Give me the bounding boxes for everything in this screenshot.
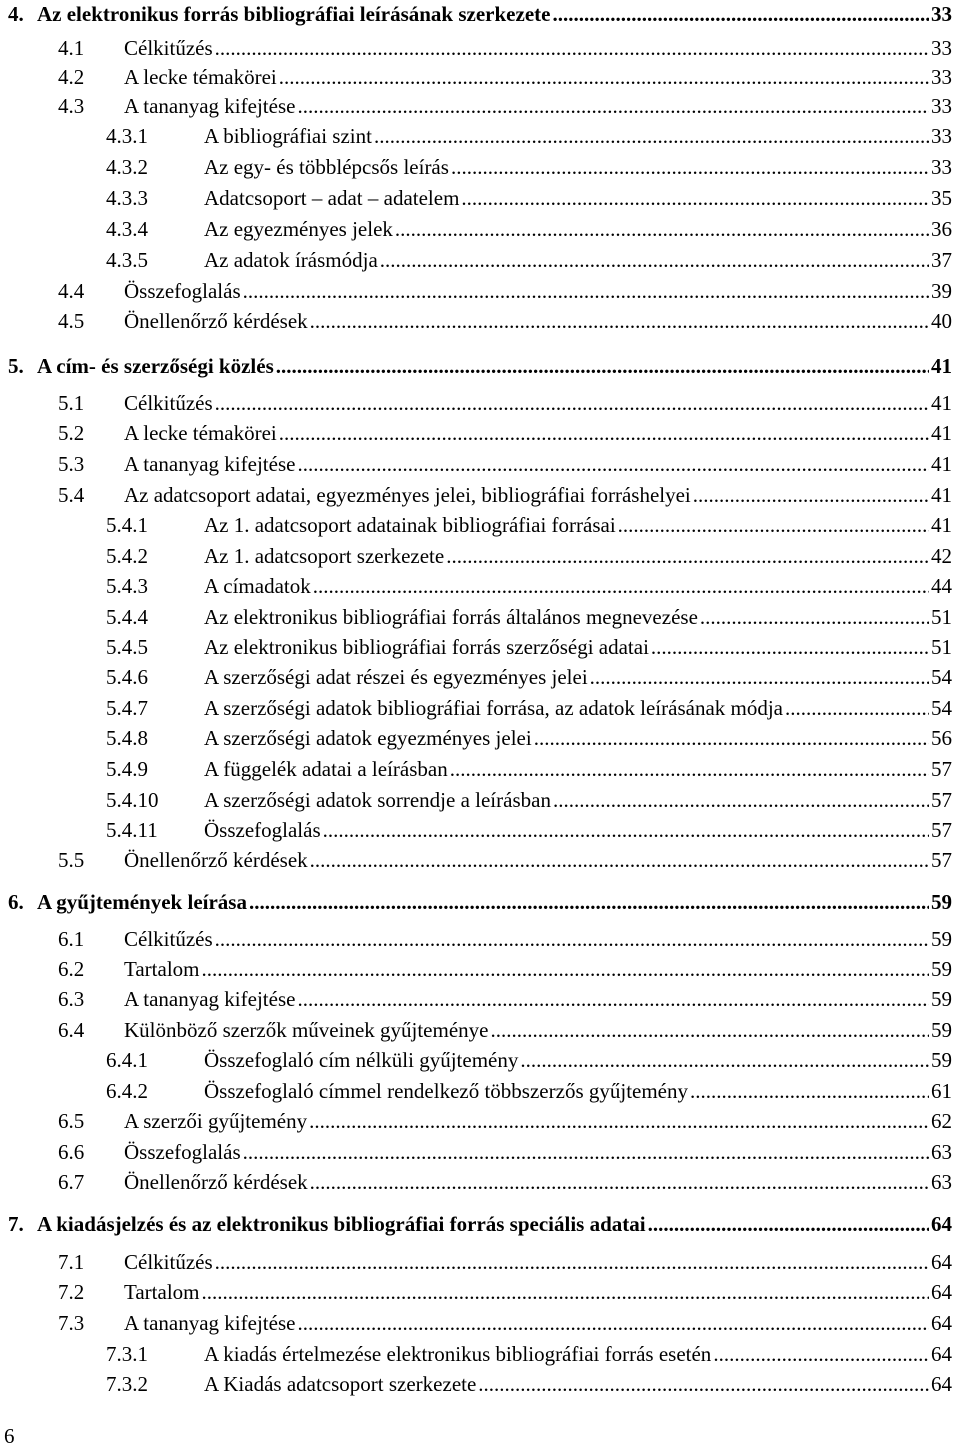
toc-entry-page: 59 bbox=[931, 1048, 952, 1072]
toc-entry[interactable] bbox=[58, 1309, 952, 1337]
toc-dot-leader bbox=[446, 542, 929, 570]
toc-entry-page: 57 bbox=[931, 788, 952, 812]
toc-entry-number: 5.4.4 bbox=[106, 605, 148, 629]
toc-entry[interactable] bbox=[58, 846, 952, 874]
toc-dot-leader bbox=[243, 1138, 929, 1166]
toc-entry-number: 7. bbox=[8, 1212, 24, 1236]
toc-entry[interactable] bbox=[106, 694, 952, 722]
toc-entry[interactable] bbox=[106, 122, 952, 150]
toc-entry-page: 40 bbox=[931, 309, 952, 333]
toc-dot-leader bbox=[215, 925, 929, 953]
toc-entry-number: 5.4.3 bbox=[106, 574, 148, 598]
toc-entry-title: A lecke témakörei bbox=[124, 65, 277, 89]
toc-dot-leader bbox=[450, 755, 929, 783]
toc-entry-page: 64 bbox=[931, 1250, 952, 1274]
toc-entry[interactable] bbox=[58, 34, 952, 62]
toc-entry-page: 37 bbox=[931, 248, 952, 272]
toc-entry[interactable] bbox=[106, 511, 952, 539]
toc-dot-leader bbox=[313, 572, 929, 600]
toc-entry-number: 5. bbox=[8, 354, 24, 378]
toc-dot-leader bbox=[249, 888, 929, 916]
toc-entry-page: 61 bbox=[931, 1079, 952, 1103]
toc-entry-title: Az adatcsoport adatai, egyezményes jelei, bibliográfiai forráshelyei bbox=[124, 483, 691, 507]
toc-dot-leader bbox=[215, 389, 929, 417]
toc-entry-number: 4.3.1 bbox=[106, 124, 148, 148]
toc-entry[interactable] bbox=[58, 985, 952, 1013]
toc-entry-title: A szerzőségi adat részei és egyezményes jelei bbox=[204, 665, 588, 689]
toc-entry-number: 4.1 bbox=[58, 36, 85, 60]
toc-entry-title: A szerzőségi adatok egyezményes jelei bbox=[204, 726, 532, 750]
toc-dot-leader bbox=[478, 1370, 929, 1398]
toc-entry[interactable] bbox=[106, 215, 952, 243]
toc-dot-leader bbox=[279, 63, 929, 91]
toc-entry-title: A tananyag kifejtése bbox=[124, 94, 296, 118]
toc-entry[interactable] bbox=[106, 633, 952, 661]
toc-entry-page: 41 bbox=[931, 483, 952, 507]
toc-entry[interactable] bbox=[8, 888, 952, 916]
toc-entry[interactable] bbox=[106, 184, 952, 212]
toc-entry[interactable] bbox=[58, 1248, 952, 1276]
toc-entry-page: 41 bbox=[931, 391, 952, 415]
toc-dot-leader bbox=[700, 603, 929, 631]
toc-entry-page: 59 bbox=[931, 987, 952, 1011]
toc-entry[interactable] bbox=[58, 1016, 952, 1044]
toc-entry-title: A lecke témakörei bbox=[124, 421, 277, 445]
toc-entry-number: 6.4.1 bbox=[106, 1048, 148, 1072]
toc-entry[interactable] bbox=[58, 1168, 952, 1196]
toc-dot-leader bbox=[690, 1077, 929, 1105]
toc-entry-number: 6.4.2 bbox=[106, 1079, 148, 1103]
toc-entry-title: Tartalom bbox=[124, 1280, 200, 1304]
toc-dot-leader bbox=[276, 352, 929, 380]
toc-dot-leader bbox=[202, 1278, 930, 1306]
toc-entry-number: 4.3 bbox=[58, 94, 85, 118]
toc-entry-number: 6.2 bbox=[58, 957, 85, 981]
toc-entry-page: 64 bbox=[931, 1212, 952, 1236]
toc-entry-number: 6.3 bbox=[58, 987, 85, 1011]
toc-entry[interactable] bbox=[106, 755, 952, 783]
toc-entry-number: 6.6 bbox=[58, 1140, 85, 1164]
toc-entry[interactable] bbox=[106, 816, 952, 844]
toc-entry-title: A bibliográfiai szint bbox=[204, 124, 372, 148]
toc-entry-number: 7.3.2 bbox=[106, 1372, 148, 1396]
toc-entry-number: 4.4 bbox=[58, 279, 85, 303]
toc-entry[interactable] bbox=[58, 1138, 952, 1166]
toc-entry-number: 4.3.3 bbox=[106, 186, 148, 210]
toc-dot-leader bbox=[374, 122, 929, 150]
toc-entry-number: 5.4.11 bbox=[106, 818, 158, 842]
toc-entry-page: 57 bbox=[931, 818, 952, 842]
toc-dot-leader bbox=[310, 307, 929, 335]
toc-entry[interactable] bbox=[106, 542, 952, 570]
toc-dot-leader bbox=[215, 34, 929, 62]
toc-entry-number: 5.4.10 bbox=[106, 788, 159, 812]
toc-entry-number: 6.7 bbox=[58, 1170, 85, 1194]
toc-entry[interactable] bbox=[106, 724, 952, 752]
toc-entry-page: 57 bbox=[931, 757, 952, 781]
toc-entry-title: Célkitűzés bbox=[124, 1250, 213, 1274]
toc-entry[interactable] bbox=[8, 1210, 952, 1238]
toc-entry[interactable] bbox=[58, 955, 952, 983]
toc-entry-number: 4.3.4 bbox=[106, 217, 148, 241]
toc-entry-title: A függelék adatai a leírásban bbox=[204, 757, 448, 781]
toc-entry-number: 4.5 bbox=[58, 309, 85, 333]
toc-entry-title: Önellenőrző kérdések bbox=[124, 848, 308, 872]
toc-dot-leader bbox=[693, 481, 929, 509]
toc-dot-leader bbox=[590, 663, 929, 691]
toc-entry[interactable] bbox=[58, 481, 952, 509]
toc-entry-title: Összefoglalás bbox=[204, 818, 321, 842]
toc-entry-page: 64 bbox=[931, 1342, 952, 1366]
toc-entry[interactable] bbox=[8, 352, 952, 380]
toc-entry-page: 54 bbox=[931, 665, 952, 689]
toc-entry-number: 6.4 bbox=[58, 1018, 85, 1042]
toc-entry-title: Az elektronikus forrás bibliográfiai leírásának szerkezete bbox=[37, 2, 551, 26]
toc-dot-leader bbox=[520, 1046, 929, 1074]
toc-entry-title: Különböző szerzők műveinek gyűjteménye bbox=[124, 1018, 489, 1042]
toc-entry-page: 56 bbox=[931, 726, 952, 750]
toc-entry-page: 36 bbox=[931, 217, 952, 241]
toc-dot-leader bbox=[380, 246, 929, 274]
toc-entry-title: Az elektronikus bibliográfiai forrás szerzőségi adatai bbox=[204, 635, 649, 659]
toc-entry-page: 41 bbox=[931, 354, 952, 378]
toc-entry-number: 7.1 bbox=[58, 1250, 85, 1274]
toc-entry-number: 5.4.2 bbox=[106, 544, 148, 568]
toc-entry[interactable] bbox=[58, 925, 952, 953]
toc-entry-title: Összefoglaló cím nélküli gyűjtemény bbox=[204, 1048, 519, 1072]
toc-entry[interactable] bbox=[106, 572, 952, 600]
toc-dot-leader bbox=[552, 0, 929, 28]
toc-entry[interactable] bbox=[106, 153, 952, 181]
toc-entry-title: A tananyag kifejtése bbox=[124, 987, 296, 1011]
toc-entry-number: 5.4.9 bbox=[106, 757, 148, 781]
toc-entry[interactable] bbox=[58, 63, 952, 91]
toc-entry[interactable] bbox=[106, 1370, 952, 1398]
toc-entry-title: Célkitűzés bbox=[124, 927, 213, 951]
toc-entry-number: 5.1 bbox=[58, 391, 85, 415]
toc-entry[interactable] bbox=[106, 1046, 952, 1074]
toc-entry[interactable] bbox=[58, 92, 952, 120]
toc-entry-page: 62 bbox=[931, 1109, 952, 1133]
toc-entry-page: 63 bbox=[931, 1170, 952, 1194]
toc-entry-title: A tananyag kifejtése bbox=[124, 452, 296, 476]
toc-dot-leader bbox=[651, 633, 929, 661]
toc-entry-page: 41 bbox=[931, 513, 952, 537]
toc-entry[interactable] bbox=[106, 786, 952, 814]
toc-entry-title: Az 1. adatcsoport adatainak bibliográfiai forrásai bbox=[204, 513, 616, 537]
toc-entry-page: 59 bbox=[931, 890, 952, 914]
toc-dot-leader bbox=[310, 1168, 929, 1196]
toc-entry-title: Összefoglaló címmel rendelkező többszerzős gyűjtemény bbox=[204, 1079, 689, 1103]
toc-entry-page: 35 bbox=[931, 186, 952, 210]
toc-entry-title: Az elektronikus bibliográfiai forrás általános megnevezése bbox=[204, 605, 698, 629]
toc-dot-leader bbox=[297, 450, 929, 478]
toc-entry-page: 41 bbox=[931, 452, 952, 476]
toc-entry-page: 33 bbox=[931, 65, 952, 89]
toc-entry-page: 64 bbox=[931, 1280, 952, 1304]
toc-entry-title: A gyűjtemények leírása bbox=[37, 890, 247, 914]
toc-entry[interactable] bbox=[58, 450, 952, 478]
toc-entry-title: A kiadás értelmezése elektronikus bibliográfiai forrás esetén bbox=[204, 1342, 712, 1366]
toc-entry-page: 51 bbox=[931, 635, 952, 659]
toc-entry-title: A tananyag kifejtése bbox=[124, 1311, 296, 1335]
toc-entry[interactable] bbox=[58, 419, 952, 447]
toc-dot-leader bbox=[243, 277, 929, 305]
toc-entry-title: Célkitűzés bbox=[124, 391, 213, 415]
toc-entry[interactable] bbox=[58, 389, 952, 417]
toc-entry[interactable] bbox=[58, 307, 952, 335]
toc-entry[interactable] bbox=[58, 1107, 952, 1135]
toc-entry-title: Az egy- és többlépcsős leírás bbox=[204, 155, 449, 179]
toc-entry-title: Az adatok írásmódja bbox=[204, 248, 378, 272]
toc-entry-page: 39 bbox=[931, 279, 952, 303]
toc-dot-leader bbox=[202, 955, 930, 983]
toc-entry-title: Önellenőrző kérdések bbox=[124, 1170, 308, 1194]
toc-entry[interactable] bbox=[58, 277, 952, 305]
toc-entry-title: A Kiadás adatcsoport szerkezete bbox=[204, 1372, 477, 1396]
toc-entry-page: 33 bbox=[931, 2, 952, 26]
toc-entry-page: 41 bbox=[931, 421, 952, 445]
toc-entry-title: Összefoglalás bbox=[124, 279, 241, 303]
toc-dot-leader bbox=[648, 1210, 929, 1238]
toc-entry-title: Adatcsoport – adat – adatelem bbox=[204, 186, 460, 210]
toc-entry-number: 5.4.8 bbox=[106, 726, 148, 750]
toc-dot-leader bbox=[297, 985, 929, 1013]
toc-entry-number: 6. bbox=[8, 890, 24, 914]
toc-entry-number: 4. bbox=[8, 2, 24, 26]
toc-entry-number: 7.3 bbox=[58, 1311, 85, 1335]
toc-entry-page: 33 bbox=[931, 155, 952, 179]
toc-entry-number: 4.3.5 bbox=[106, 248, 148, 272]
toc-dot-leader bbox=[395, 215, 929, 243]
toc-entry-number: 5.4.1 bbox=[106, 513, 148, 537]
toc-entry-number: 4.3.2 bbox=[106, 155, 148, 179]
toc-entry-page: 33 bbox=[931, 36, 952, 60]
toc-dot-leader bbox=[451, 153, 929, 181]
toc-entry-number: 5.2 bbox=[58, 421, 85, 445]
toc-entry[interactable] bbox=[8, 0, 952, 28]
toc-dot-leader bbox=[618, 511, 929, 539]
toc-entry-page: 51 bbox=[931, 605, 952, 629]
toc-entry-title: A szerzői gyűjtemény bbox=[124, 1109, 308, 1133]
toc-dot-leader bbox=[461, 184, 929, 212]
toc-entry-page: 57 bbox=[931, 848, 952, 872]
toc-entry-page: 64 bbox=[931, 1311, 952, 1335]
toc-entry-page: 33 bbox=[931, 94, 952, 118]
toc-entry-number: 4.2 bbox=[58, 65, 85, 89]
toc-entry-title: Célkitűzés bbox=[124, 36, 213, 60]
toc-entry-number: 7.2 bbox=[58, 1280, 85, 1304]
toc-entry-number: 5.4.5 bbox=[106, 635, 148, 659]
toc-dot-leader bbox=[297, 1309, 929, 1337]
toc-dot-leader bbox=[310, 846, 929, 874]
toc-entry-page: 54 bbox=[931, 696, 952, 720]
toc-entry-page: 59 bbox=[931, 1018, 952, 1042]
toc-dot-leader bbox=[279, 419, 929, 447]
toc-dot-leader bbox=[323, 816, 929, 844]
toc-dot-leader bbox=[297, 92, 929, 120]
toc-entry-number: 5.4 bbox=[58, 483, 85, 507]
toc-entry-page: 44 bbox=[931, 574, 952, 598]
toc-entry-title: Összefoglalás bbox=[124, 1140, 241, 1164]
toc-dot-leader bbox=[490, 1016, 929, 1044]
toc-entry[interactable] bbox=[106, 246, 952, 274]
toc-dot-leader bbox=[534, 724, 929, 752]
toc-entry-title: Önellenőrző kérdések bbox=[124, 309, 308, 333]
toc-entry[interactable] bbox=[58, 1278, 952, 1306]
toc-entry-number: 7.3.1 bbox=[106, 1342, 148, 1366]
toc-entry-title: Az egyezményes jelek bbox=[204, 217, 393, 241]
toc-dot-leader bbox=[215, 1248, 929, 1276]
toc-entry-number: 6.1 bbox=[58, 927, 85, 951]
page-number: 6 bbox=[4, 1424, 15, 1448]
toc-entry[interactable] bbox=[106, 1340, 952, 1368]
toc-entry-page: 33 bbox=[931, 124, 952, 148]
toc-dot-leader bbox=[309, 1107, 929, 1135]
toc-entry-page: 42 bbox=[931, 544, 952, 568]
toc-entry[interactable] bbox=[106, 663, 952, 691]
toc-entry-number: 6.5 bbox=[58, 1109, 85, 1133]
toc-entry-number: 5.4.7 bbox=[106, 696, 148, 720]
toc-entry-title: A kiadásjelzés és az elektronikus bibliográfiai forrás speciális adatai bbox=[37, 1212, 646, 1236]
toc-entry-page: 59 bbox=[931, 927, 952, 951]
toc-entry-title: A címadatok bbox=[204, 574, 311, 598]
toc-dot-leader bbox=[785, 694, 929, 722]
toc-entry-page: 64 bbox=[931, 1372, 952, 1396]
toc-dot-leader bbox=[553, 786, 929, 814]
toc-entry[interactable] bbox=[106, 1077, 952, 1105]
toc-dot-leader bbox=[713, 1340, 929, 1368]
toc-entry[interactable] bbox=[106, 603, 952, 631]
toc-entry-page: 63 bbox=[931, 1140, 952, 1164]
toc-entry-number: 5.3 bbox=[58, 452, 85, 476]
toc-entry-number: 5.4.6 bbox=[106, 665, 148, 689]
toc-entry-number: 5.5 bbox=[58, 848, 85, 872]
toc-entry-page: 59 bbox=[931, 957, 952, 981]
toc-entry-title: Tartalom bbox=[124, 957, 200, 981]
toc-entry-title: A szerzőségi adatok bibliográfiai forrása, az adatok leírásának módja bbox=[204, 696, 784, 720]
toc-entry-title: Az 1. adatcsoport szerkezete bbox=[204, 544, 445, 568]
toc-entry-title: A cím- és szerzőségi közlés bbox=[37, 354, 274, 378]
toc-entry-title: A szerzőségi adatok sorrendje a leírásban bbox=[204, 788, 551, 812]
